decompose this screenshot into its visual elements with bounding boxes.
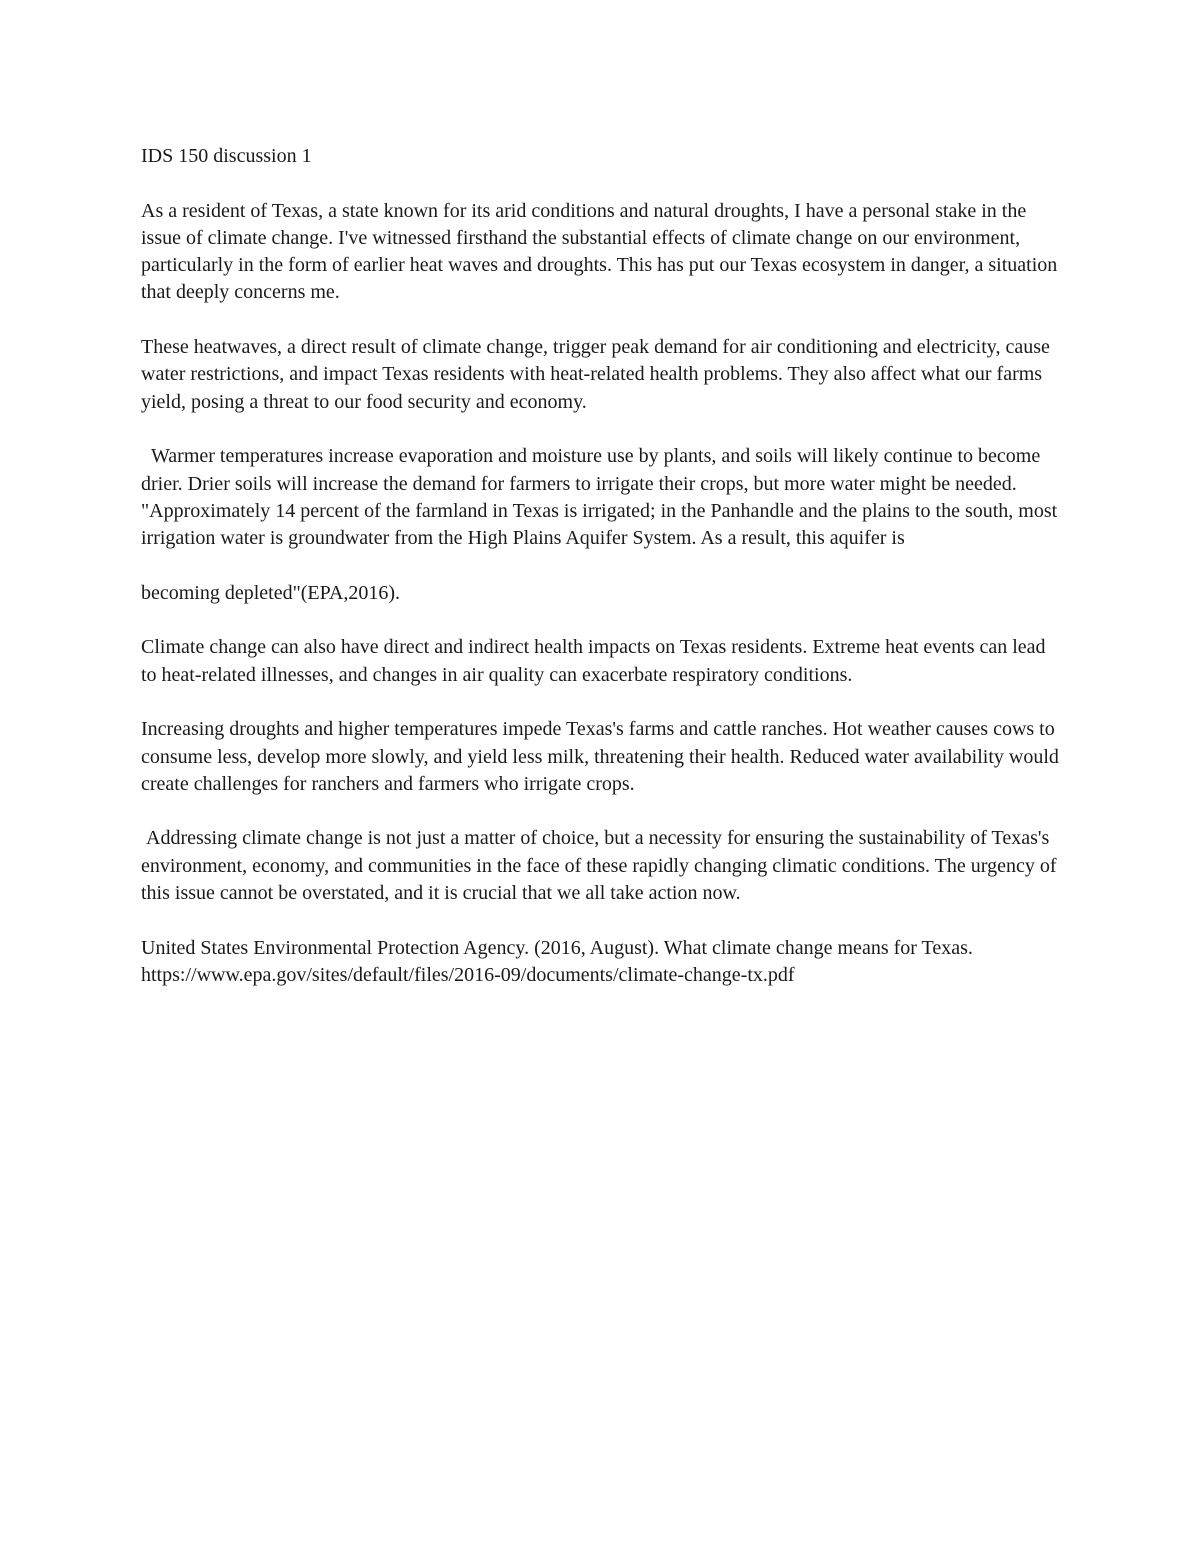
paragraph-heatwaves: These heatwaves, a direct result of climate change, trigger peak demand for air conditioning and electricity, cause water restrictions, and impact Texas residents with heat-related health problems. They also affect what our farms yield, posing a threat to our food security and economy.	[141, 336, 1055, 413]
document-body	[141, 143, 1066, 1017]
paragraph-quote-end: becoming depleted"(EPA,2016).	[141, 581, 401, 604]
paragraph-temperatures: Warmer temperatures increase evaporation and moisture use by plants, and soils will likely continue to become drier. Drier soils will increase the demand for farmers to irrigate their crops, but more water might be needed. "Approximately 14 percent of the farmland in Texas is irrigated; in the Panhandle and the plains to the south, most irrigation water is groundwater from the High Plains Aquifer System. As a result, this aquifer is	[141, 445, 1063, 550]
paragraph-conclusion: Addressing climate change is not just a matter of choice, but a necessity for ensuring the sustainability of Texas's environment, economy, and communities in the face of these rapidly changing climatic conditions. The urgency of this issue cannot be overstated, and it is crucial that we all take action now.	[141, 827, 1062, 905]
document-title: IDS 150 discussion 1	[141, 145, 312, 167]
paragraph-health: Climate change can also have direct and indirect health impacts on Texas residents. Extreme heat events can lead to heat-related illnesses, and changes in air quality can exacerbate respiratory conditions.	[141, 636, 1051, 686]
reference-citation: United States Environmental Protection Agency. (2016, August). What climate change means for Texas. https://www.epa.gov/sites/default/files/2016-09/documents/climate-change-tx.pdf	[141, 936, 978, 986]
paragraph-droughts: Increasing droughts and higher temperatures impede Texas's farms and cattle ranches. Hot weather causes cows to consume less, develop more slowly, and yield less milk, threatening their health. Reduced water availability would create challenges for ranchers and farmers who irrigate crops.	[141, 718, 1064, 795]
paragraph-intro: As a resident of Texas, a state known for its arid conditions and natural droughts, I have a personal stake in the issue of climate change. I've witnessed firsthand the substantial effects of climate change on our environment, particularly in the form of earlier heat waves and droughts. This has put our Texas ecosystem in danger, a situation that deeply concerns me.	[141, 199, 1063, 304]
